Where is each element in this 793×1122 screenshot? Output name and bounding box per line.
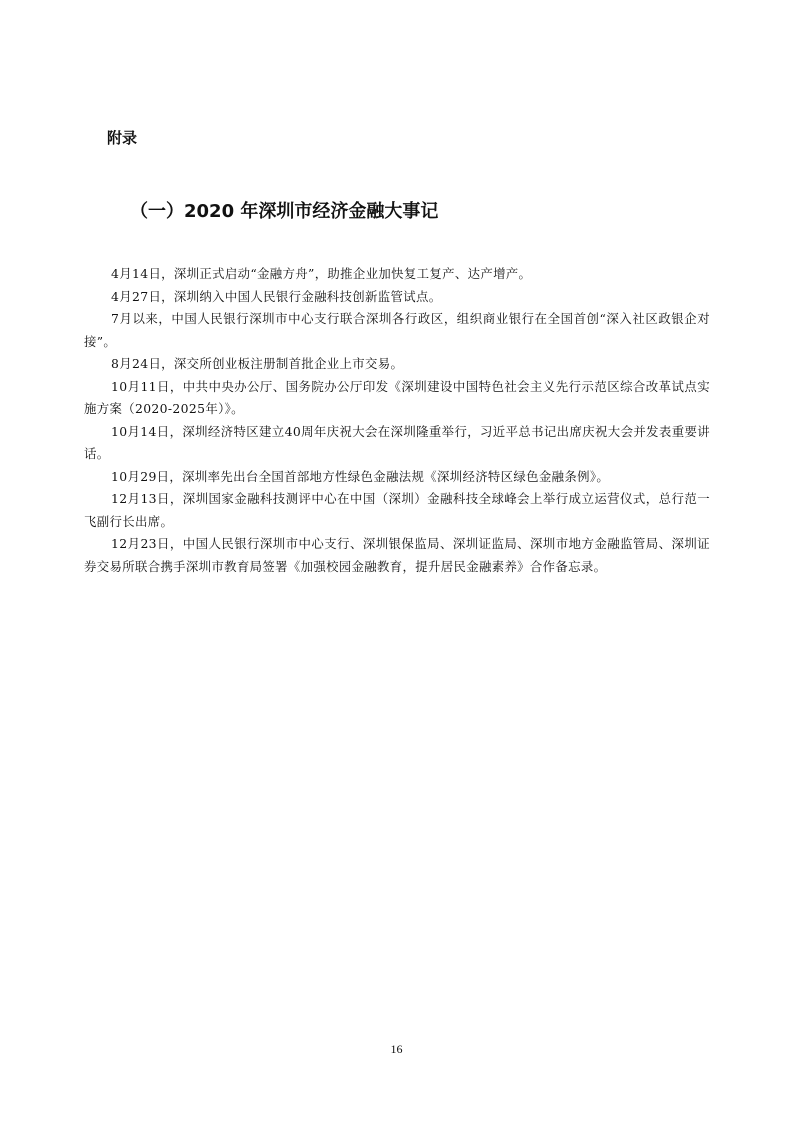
section-title: （一）2020 年深圳市经济金融大事记 <box>130 201 439 222</box>
event-item: 12月13日，深圳国家金融科技测评中心在中国（深圳）金融科技全球峰会上举行成立运营仪式，总行范一飞副行长出席。 <box>84 491 710 529</box>
event-item: 10月29日，深圳率先出台全国首部地方性绿色金融法规《深圳经济特区绿色金融条例》。 <box>111 468 610 484</box>
event-item: 12月23日，中国人民银行深圳市中心支行、深圳银保监局、深圳证监局、深圳市地方金融监管局、深圳证券交易所联合携手深圳市教育局签署《加强校园金融教育，提升居民金融素养》合作备忘录。 <box>84 536 710 574</box>
event-item: 4月27日，深圳纳入中国人民银行金融科技创新监管试点。 <box>111 288 442 304</box>
event-item: 4月14日，深圳正式启动“金融方舟”，助推企业加快复工复产、达产增产。 <box>111 266 532 281</box>
event-item: 10月11日，中共中央办公厅、国务院办公厅印发《深圳建设中国特色社会主义先行示范区综合改革试点实施方案（2020-2025年）》。 <box>84 378 710 416</box>
event-item: 7月以来，中国人民银行深圳市中心支行联合深圳各行政区，组织商业银行在全国首创“深入社区政银企对接”。 <box>84 311 710 349</box>
event-list <box>84 263 710 578</box>
event-item: 8月24日，深交所创业板注册制首批企业上市交易。 <box>111 356 404 371</box>
event-item: 10月14日，深圳经济特区建立40周年庆祝大会在深圳隆重举行，习近平总书记出席庆祝大会并发表重要讲话。 <box>84 423 710 461</box>
appendix-label: 附录 <box>107 129 138 147</box>
page-number: 16 <box>390 1042 403 1056</box>
